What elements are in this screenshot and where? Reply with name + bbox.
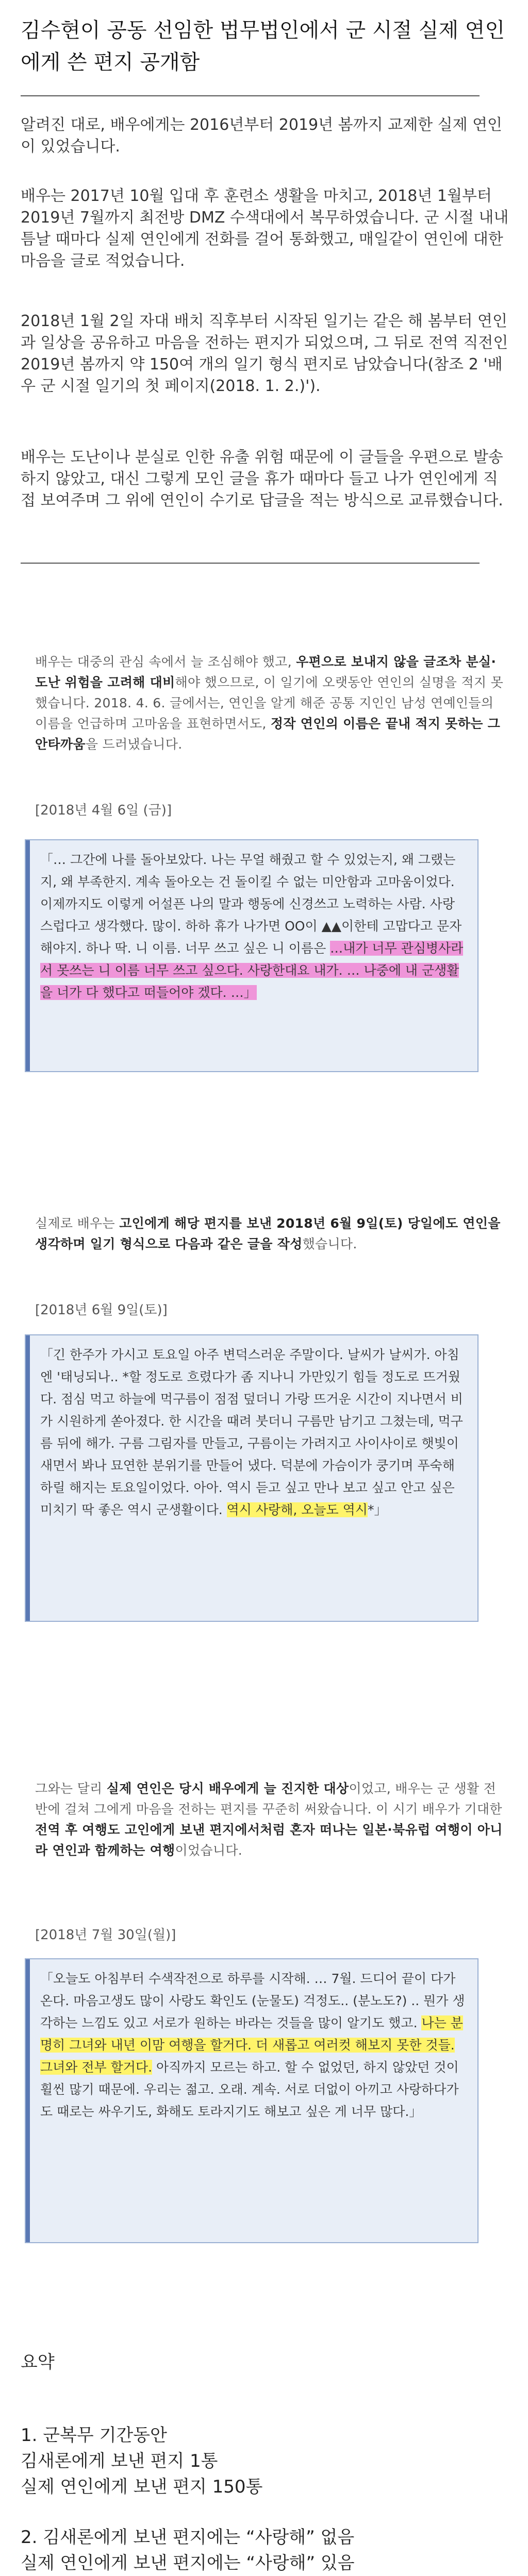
section-2-text: 실제로 배우는 고인에게 해당 편지를 보낸 2018년 6월 9일(토) 당일에도 연인을 생각하며 일기 형식으로 다음과 같은 글을 작성했습니다.	[35, 1216, 501, 1251]
intro-paragraph-3: 2018년 1월 2일 자대 배치 직후부터 시작된 일기는 같은 해 봄부터 연인과 일상을 공유하고 마음을 전하는 편지가 되었으며, 그 뒤로 전역 직전인 2019년 봄까지 약 150여 개의 일기 형식 편지로 남았습니다(참조 2 '배우 군 시절 일기의 첫 페이지(2018. 1. 2.)').	[21, 312, 508, 395]
quote-bar	[26, 1959, 30, 2242]
summary-item	[21, 2524, 510, 2576]
highlighted-text: 나는 분명히 그녀와 내년 이맘 여행을 할거다. 더 새롭고 여러컷 해보지 못한 것들. 그녀와 전부 할거다.	[40, 2015, 463, 2075]
quote-bar	[26, 1335, 30, 1621]
quote-bar	[26, 840, 30, 1071]
summary-item-line: 김새론에게 보낸 편지 1통	[21, 2451, 218, 2471]
summary-heading: 요약	[21, 2352, 55, 2372]
summary-item	[21, 2422, 510, 2500]
post-headline: 김수현이 공동 선임한 법무법인에서 군 시절 실제 연인에게 쓴 편지 공개함	[21, 19, 505, 74]
highlighted-text: 역시 사랑해, 오늘도 역시	[226, 1502, 368, 1517]
divider-bottom	[21, 563, 480, 564]
section-1-date: [2018년 4월 6일 (금)]	[35, 803, 172, 818]
highlighted-text: …내가 너무 관심병사라서 못쓰는 니 이름 너무 쓰고 싶으다. 사랑한대요 내가. … 나중에 내 군생활을 너가 다 했다고 떠들어야 겠다. …」	[40, 941, 464, 1000]
divider-top	[21, 95, 480, 96]
section-3-text: 그와는 달리 실제 연인은 당시 배우에게 늘 진지한 대상이었고, 배우는 군 생활 전반에 걸쳐 그에게 마음을 전하는 편지를 꾸준히 써왔습니다. 이 시기 배우가 기대한 전역 후 여행도 고인에게 보낸 편지에서처럼 혼자 떠나는 일본·북유럽 여행이 아니라 연인과 함께하는 여행이었습니다.	[35, 1781, 503, 1858]
summary-item-title: 1. 군복무 기간동안	[21, 2425, 167, 2446]
section-3-quote: 「오늘도 아침부터 수색작전으로 하루를 시작해. … 7월. 드디어 끝이 다가온다. 마음고생도 많이 사랑도 확인도 (눈물도) 걱정도.. (분노도?) .. 뭔가 생각하는 느낌도 있고 서로가 원하는 바라는 것들을 많이 알기도 했고. 나는 분명히 그녀와 내년 이맘 여행을 할거다. 더 새롭고 여러컷 해보지 못한 것들. 그녀와 전부 할거다. 아직까지 모르는 하고. 할 수 없었던, 하지 않았던 것이 휠씬 많기 때문에. 우리는 젊고. 오래. 계속. 서로 더없이 아끼고 사랑하다가도 때로는 싸우기도, 화해도 토라지기도 해보고 싶은 게 너무 많다.」	[25, 1958, 478, 2243]
summary-item-title: 2. 김새론에게 보낸 편지에는 “사랑해” 없음	[21, 2527, 355, 2548]
section-3-date: [2018년 7월 30일(월)]	[35, 1927, 176, 1943]
section-2-quote: 「긴 한주가 가시고 토요일 아주 변덕스러운 주말이다. 날씨가 날씨가. 아침엔 '태닝되나.. *할 정도로 흐렸다가 좀 지나니 가만있기 힘들 정도로 뜨거웠다. 점심 먹고 하늘에 먹구름이 점점 덮더니 가랑 뜨거운 시간이 지나면서 비가 시원하게 쏟아졌다. 한 시간을 때려 붓더니 구름만 남기고 그쳤는데, 먹구름 뒤에 해가. 구름 그림자를 만들고, 구름이는 가려지고 사이사이로 햇빛이 새면서 봐나 묘연한 분위기를 만들어 냈다. 덕분에 가슴이가 쿵기며 푸숙해하릴 해지는 토요일이었다. 아아. 역시 듣고 싶고 만나 보고 싶고 안고 싶은 미치기 딱 좋은 역시 군생활이다. 역시 사랑해, 오늘도 역시*」	[25, 1334, 478, 1622]
section-2-date: [2018년 6월 9일(토)]	[35, 1302, 168, 1318]
summary-item-line: 실제 연인에게 보낸 편지 150통	[21, 2477, 263, 2497]
intro-paragraph-1: 알려진 대로, 배우에게는 2016년부터 2019년 봄까지 교제한 실제 연인이 있었습니다.	[21, 116, 503, 156]
summary-section	[21, 2349, 510, 2576]
section-1-quote: 「… 그간에 나를 돌아보았다. 나는 무얼 해줬고 할 수 있었는지, 왜 그랬는지, 왜 부족한지. 계속 돌아오는 건 돌이킬 수 없는 미안함과 고마움이었다. 이제까지도 이렇게 어설픈 나의 말과 행동에 신경쓰고 노력하는 사람. 사랑스럽다고 생각했다. 많이. 하하 휴가 나가면 OO이 ▲▲이한테 고맙다고 문자해야지. 하나 딱. 니 이름. 너무 쓰고 싶은 니 이름은 …내가 너무 관심병사라서 못쓰는 니 이름 너무 쓰고 싶으다. 사랑한대요 내가. … 나중에 내 군생활을 너가 다 했다고 떠들어야 겠다. …」	[25, 839, 478, 1072]
summary-item-line: 실제 연인에게 보낸 편지에는 “사랑해” 있음	[21, 2553, 355, 2573]
section-1-text: 배우는 대중의 관심 속에서 늘 조심해야 했고, 우편으로 보내지 않을 글조차 분실·도난 위험을 고려해 대비해야 했으므로, 이 일기에 오랫동안 연인의 실명을 적지 못했습니다. 2018. 4. 6. 글에서는, 연인을 알게 해준 공통 지인인 남성 연예인들의 이름을 언급하며 고마움을 표현하면서도, 정작 연인의 이름은 끝내 적지 못하는 그 안타까움을 드러냈습니다.	[35, 654, 504, 752]
intro-paragraph-4: 배우는 도난이나 분실로 인한 유출 위험 때문에 이 글들을 우편으로 발송하지 않았고, 대신 그렇게 모인 글을 휴가 때마다 들고 나가 연인에게 직접 보여주며 그 위에 연인이 수기로 답글을 적는 방식으로 교류했습니다.	[21, 448, 503, 510]
intro-paragraph-2: 배우는 2017년 10월 입대 후 훈련소 생활을 마치고, 2018년 1월부터 2019년 7월까지 최전방 DMZ 수색대에서 복무하였습니다. 군 시절 내내 틈날 때마다 실제 연인에게 전화를 걸어 통화했고, 매일같이 연인에 대한 마음을 글로 적었습니다.	[21, 187, 509, 270]
